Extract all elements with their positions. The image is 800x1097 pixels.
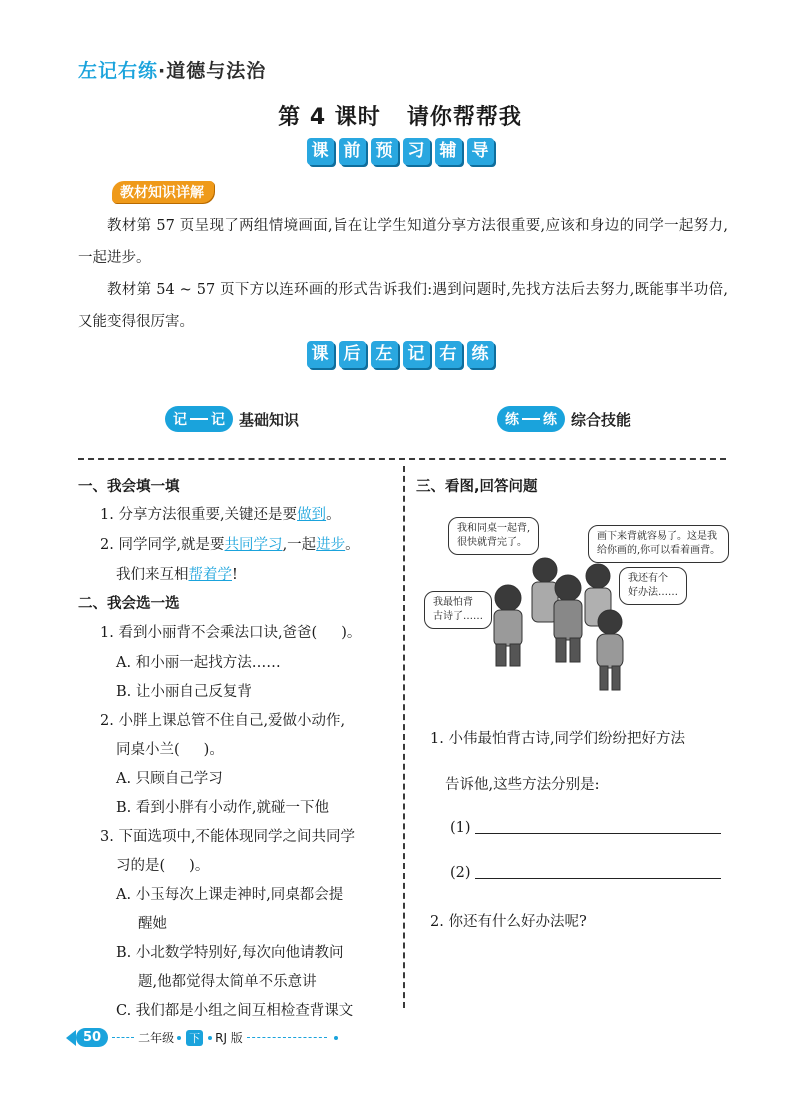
part1-title: 一、我会填一填 — [78, 479, 180, 495]
banner-char: 前 — [339, 138, 366, 165]
lesson-name: 请你帮帮我 — [406, 105, 522, 130]
speech-bubble-1: 我和同桌一起背, 很快就背完了。 — [448, 517, 539, 555]
part2-q3-option-a[interactable]: A. 小玉每次上课走神时,同桌都会提 — [116, 887, 344, 903]
intro-paragraph-2: 教材第 54 ~ 57 页下方以连环画的形式告诉我们:遇到问题时,先找方法后去努力,既能事半功倍,又能变得很厉害。 — [78, 282, 728, 330]
part3-blank-2: (2) — [450, 864, 721, 881]
banner-char: 记 — [403, 341, 430, 368]
lesson-title — [0, 100, 800, 131]
part3-q1-line1: 1. 小伟最怕背古诗,同学们纷纷把好方法 — [430, 731, 686, 747]
section-subtitle: 基础知识 — [239, 410, 300, 429]
part1-q2-continued: 我们来互相帮着学! — [116, 567, 238, 583]
banner-char: 习 — [403, 138, 430, 165]
section-pill-practice: 练 练 — [497, 406, 565, 432]
page-footer — [66, 1028, 341, 1047]
banner-char: 后 — [339, 341, 366, 368]
answer-text: 进步 — [316, 537, 346, 553]
part2-q3-option-b[interactable]: B. 小北数学特别好,每次向他请教问 — [116, 945, 344, 961]
banner-char: 预 — [371, 138, 398, 165]
banner-char: 右 — [435, 341, 462, 368]
brand-subject: 道德与法治 — [166, 60, 267, 82]
part2-q3-option-c[interactable]: C. 我们都是小组之间互相检查背课文 — [116, 1003, 354, 1019]
part2-q1-option-b[interactable]: B. 让小丽自己反复背 — [116, 684, 252, 700]
column-divider — [403, 466, 405, 1008]
answer-text: 做到 — [297, 507, 327, 523]
section-subtitle: 综合技能 — [571, 410, 632, 429]
lesson-number: 第 4 课时 — [278, 105, 381, 130]
answer-text: 帮着学 — [188, 567, 232, 583]
part2-q3-line1: 3. 下面选项中,不能体现同学之间共同学 — [100, 829, 356, 845]
speech-bubble-2: 画下来背就容易了。这是我 给你画的,你可以看着画背。 — [588, 525, 729, 563]
footer-grade: 二年级 — [138, 1031, 175, 1045]
banner-char: 课 — [307, 138, 334, 165]
part2-q2-option-a[interactable]: A. 只顾自己学习 — [116, 771, 223, 787]
answer-text: 共同学习 — [224, 537, 283, 553]
part3-blank-1: (1) — [450, 819, 721, 836]
part2-q3-option-b-cont: 题,他都觉得太简单不乐意讲 — [138, 974, 317, 990]
horizontal-divider — [78, 458, 726, 460]
part1-q2: 2. 同学同学,就是要共同学习,一起进步。 — [100, 537, 360, 553]
speech-bubble-3: 我还有个 好办法…… — [619, 567, 687, 605]
banner-char: 导 — [467, 138, 494, 165]
brand-title — [78, 56, 266, 83]
banner-char: 辅 — [435, 138, 462, 165]
part2-q3-line2: 习的是( )。 — [116, 858, 210, 874]
brand-main: 左记右练 — [78, 60, 159, 82]
section-basic-knowledge — [165, 406, 299, 432]
footer-arrow-icon — [66, 1030, 76, 1046]
part2-q2-line2: 同桌小兰( )。 — [116, 742, 224, 758]
part3-q1-line2: 告诉他,这些方法分别是: — [445, 777, 600, 793]
part2-q2-line1: 2. 小胖上课总管不住自己,爱做小动作, — [100, 713, 346, 729]
footer-dashes — [112, 1037, 134, 1038]
speech-bubble-4: 我最怕背 古诗了…… — [424, 591, 492, 629]
footer-dashes — [247, 1037, 327, 1038]
part2-title: 二、我会选一选 — [78, 596, 180, 612]
banner-practice — [0, 341, 800, 368]
section-pill-remember: 记 记 — [165, 406, 233, 432]
part2-q1-option-a[interactable]: A. 和小丽一起找方法…… — [116, 655, 281, 671]
footer-term: 下 — [186, 1030, 203, 1046]
part2-q2-option-b[interactable]: B. 看到小胖有小动作,就碰一下他 — [116, 800, 329, 816]
part2-q1: 1. 看到小丽背不会乘法口诀,爸爸( )。 — [100, 625, 362, 641]
answer-line[interactable] — [475, 819, 721, 834]
part3-q2: 2. 你还有什么好办法呢? — [430, 914, 587, 930]
part3-title: 三、看图,回答问题 — [416, 479, 538, 495]
page-number: 50 — [76, 1028, 108, 1047]
part2-q3-option-a-cont: 醒她 — [138, 916, 167, 932]
banner-preview — [0, 138, 800, 165]
footer-edition: RJ 版 — [215, 1031, 243, 1045]
knowledge-badge: 教材知识详解 — [112, 181, 214, 203]
banner-char: 左 — [371, 341, 398, 368]
section-comprehensive-skills — [497, 406, 631, 432]
banner-char: 练 — [467, 341, 494, 368]
answer-line[interactable] — [475, 864, 721, 879]
brand-separator: · — [158, 60, 167, 82]
banner-char: 课 — [307, 341, 334, 368]
intro-paragraph-1: 教材第 57 页呈现了两组情境画面,旨在让学生知道分享方法很重要,应该和身边的同学一起努力,一起进步。 — [78, 218, 728, 266]
part1-q1: 1. 分享方法很重要,关键还是要做到。 — [100, 507, 341, 523]
